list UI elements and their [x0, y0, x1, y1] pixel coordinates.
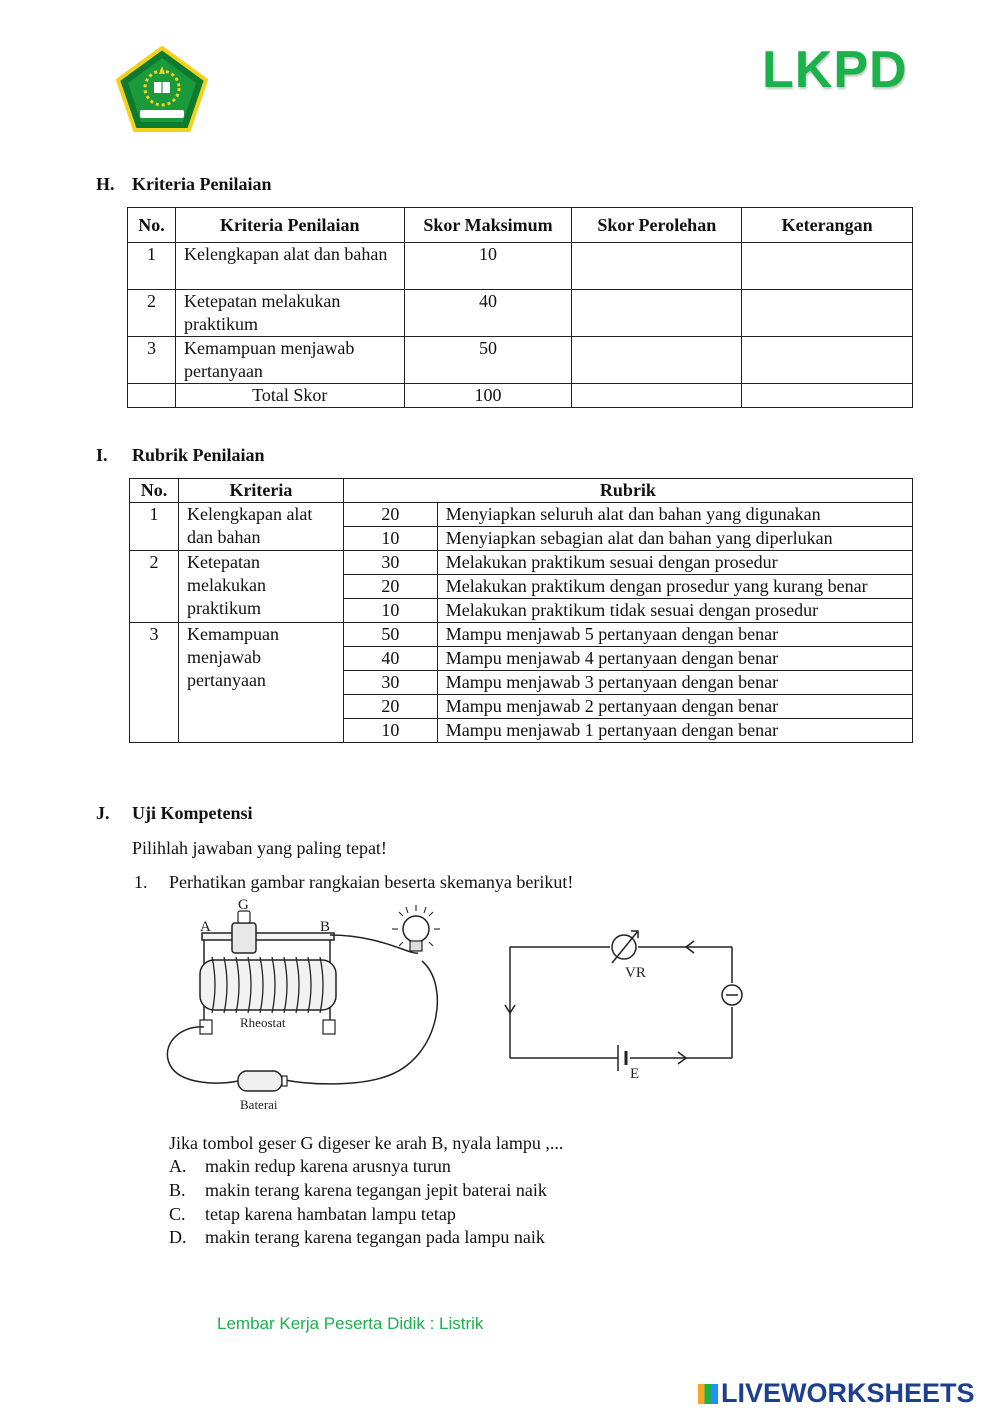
group-kriteria: Kelengkapan alat dan bahan	[178, 503, 343, 551]
total-row	[128, 384, 913, 408]
footer-text: Lembar Kerja Peserta Didik : Listrik	[217, 1314, 484, 1333]
column-header: No.	[130, 479, 179, 503]
section-j-title: Uji Kompetensi	[132, 803, 253, 823]
row-skor-perolehan[interactable]	[572, 243, 742, 290]
question-prompt: Jika tombol geser G digeser ke arah B, nyala lampu ,...	[169, 1133, 564, 1153]
table-row	[128, 337, 913, 384]
row-keterangan[interactable]	[742, 243, 913, 290]
option-d[interactable]	[169, 1227, 545, 1248]
row-kriteria: Kelengkapan alat dan bahan	[175, 243, 404, 290]
row-no: 2	[128, 290, 176, 337]
rubrik-desc: Mampu menjawab 5 pertanyaan dengan benar	[437, 623, 912, 647]
section-i-letter: I.	[96, 445, 108, 465]
rubrik-skor: 20	[343, 695, 437, 719]
total-empty-cell	[128, 384, 176, 408]
group-no: 2	[130, 551, 179, 623]
table-row	[130, 503, 913, 527]
label-b: B	[320, 919, 331, 935]
column-header: Kriteria Penilaian	[175, 208, 404, 243]
instruction-text: Pilihlah jawaban yang paling tepat!	[132, 838, 387, 858]
option-c[interactable]	[169, 1204, 456, 1225]
group-kriteria: Kemampuan menjawab pertanyaan	[178, 623, 343, 743]
option-letter: C.	[169, 1204, 186, 1224]
row-no: 3	[128, 337, 176, 384]
column-header: No.	[128, 208, 176, 243]
slider-g	[232, 923, 256, 953]
rubrik-desc: Melakukan praktikum tidak sesuai dengan prosedur	[437, 599, 912, 623]
row-skor-maksimum: 50	[404, 337, 572, 384]
row-keterangan[interactable]	[742, 290, 913, 337]
liveworksheets-icon	[698, 1384, 718, 1404]
rubrik-skor: 10	[343, 599, 437, 623]
row-skor-perolehan[interactable]	[572, 290, 742, 337]
lamp-icon	[392, 905, 440, 951]
option-text: tetap karena hambatan lampu tetap	[205, 1204, 456, 1224]
label-a: A	[200, 919, 211, 935]
label-rheostat: Rheostat	[240, 1015, 286, 1030]
rubrik-skor: 10	[343, 719, 437, 743]
row-skor-perolehan[interactable]	[572, 337, 742, 384]
row-skor-maksimum: 10	[404, 243, 572, 290]
label-baterai: Baterai	[240, 1097, 278, 1112]
rheostat-rail	[202, 933, 334, 940]
table-header-row	[128, 208, 913, 243]
option-text: makin terang karena tegangan pada lampu naik	[205, 1227, 545, 1247]
column-header: Kriteria	[178, 479, 343, 503]
kemenag-logo	[116, 46, 208, 132]
group-no: 3	[130, 623, 179, 743]
option-letter: D.	[169, 1227, 187, 1247]
rubrik-desc: Mampu menjawab 4 pertanyaan dengan benar	[437, 647, 912, 671]
row-kriteria: Kemampuan menjawab pertanyaan	[175, 337, 404, 384]
total-label: Total Skor	[175, 384, 404, 408]
label-e: E	[630, 1066, 640, 1082]
rubrik-desc: Menyiapkan seluruh alat dan bahan yang digunakan	[437, 503, 912, 527]
section-i-heading	[96, 445, 496, 469]
section-h-heading	[96, 174, 496, 198]
question-number: 1.	[134, 872, 148, 892]
section-h-letter: H.	[96, 174, 115, 194]
rubrik-skor: 50	[343, 623, 437, 647]
column-header: Skor Maksimum	[404, 208, 572, 243]
kriteria-penilaian-table	[127, 207, 913, 408]
watermark-text: LIVEWORKSHEETS	[721, 1378, 975, 1408]
section-j-letter: J.	[96, 803, 110, 823]
rubrik-skor: 30	[343, 671, 437, 695]
row-kriteria: Ketepatan melakukan praktikum	[175, 290, 404, 337]
table-row	[128, 290, 913, 337]
label-vr: VR	[625, 965, 646, 981]
group-no: 1	[130, 503, 179, 551]
lkpd-title: LKPD	[762, 41, 908, 99]
table-row	[130, 623, 913, 647]
section-h-title: Kriteria Penilaian	[132, 174, 272, 194]
rubrik-skor: 20	[343, 503, 437, 527]
rubrik-skor: 10	[343, 527, 437, 551]
row-skor-maksimum: 40	[404, 290, 572, 337]
row-keterangan[interactable]	[742, 337, 913, 384]
row-no: 1	[128, 243, 176, 290]
circuit-schematic	[505, 931, 742, 1071]
battery	[238, 1071, 282, 1091]
total-skor-perolehan[interactable]	[572, 384, 742, 408]
table-row	[130, 551, 913, 575]
rubrik-skor: 40	[343, 647, 437, 671]
rubrik-desc: Mampu menjawab 1 pertanyaan dengan benar	[437, 719, 912, 743]
question-text: Perhatikan gambar rangkaian beserta skemanya berikut!	[169, 872, 574, 892]
option-letter: A.	[169, 1156, 187, 1176]
rubrik-skor: 20	[343, 575, 437, 599]
column-header: Rubrik	[343, 479, 912, 503]
total-keterangan[interactable]	[742, 384, 913, 408]
option-text: makin terang karena tegangan jepit baterai naik	[205, 1180, 547, 1200]
liveworksheets-watermark	[698, 1378, 975, 1409]
group-kriteria: Ketepatan melakukan praktikum	[178, 551, 343, 623]
option-text: makin redup karena arusnya turun	[205, 1156, 451, 1176]
rubrik-desc: Menyiapkan sebagian alat dan bahan yang diperlukan	[437, 527, 912, 551]
rubrik-skor: 30	[343, 551, 437, 575]
option-a[interactable]	[169, 1156, 451, 1177]
column-header: Keterangan	[742, 208, 913, 243]
table-header-row	[130, 479, 913, 503]
rubrik-desc: Mampu menjawab 3 pertanyaan dengan benar	[437, 671, 912, 695]
section-j-heading	[96, 803, 496, 827]
column-header: Skor Perolehan	[572, 208, 742, 243]
rubrik-desc: Melakukan praktikum dengan prosedur yang kurang benar	[437, 575, 912, 599]
total-value: 100	[404, 384, 572, 408]
rubrik-desc: Mampu menjawab 2 pertanyaan dengan benar	[437, 695, 912, 719]
option-letter: B.	[169, 1180, 186, 1200]
section-i-title: Rubrik Penilaian	[132, 445, 265, 465]
label-g: G	[238, 897, 249, 913]
rubrik-desc: Melakukan praktikum sesuai dengan prosedur	[437, 551, 912, 575]
circuit-figure	[160, 895, 780, 1120]
rheostat-coil	[200, 960, 336, 1010]
table-row	[128, 243, 913, 290]
rubrik-penilaian-table	[129, 478, 913, 743]
option-b[interactable]	[169, 1180, 547, 1201]
